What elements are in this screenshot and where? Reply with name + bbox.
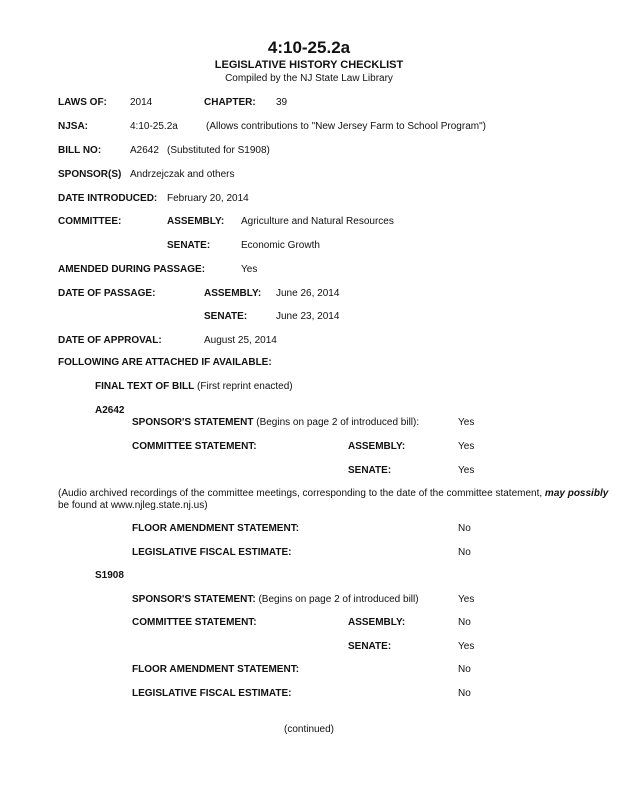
a2642-committee-label: COMMITTEE STATEMENT: bbox=[132, 441, 257, 452]
a2642-sponsor-label: SPONSOR'S STATEMENT bbox=[132, 417, 254, 428]
s1908-floor-label: FLOOR AMENDMENT STATEMENT: bbox=[132, 664, 300, 675]
date-of-passage-label: DATE OF PASSAGE: bbox=[58, 288, 156, 299]
s1908-assembly-label: ASSEMBLY: bbox=[348, 617, 406, 628]
s1908-assembly-value: No bbox=[458, 617, 471, 628]
bill-no-label: BILL NO: bbox=[58, 145, 102, 156]
date-introduced-value: February 20, 2014 bbox=[167, 193, 249, 204]
a2642-fiscal-label: LEGISLATIVE FISCAL ESTIMATE: bbox=[132, 547, 292, 558]
committee-assembly-value: Agriculture and Natural Resources bbox=[241, 216, 394, 227]
committee-assembly-label: ASSEMBLY: bbox=[167, 216, 225, 227]
njsa-label: NJSA: bbox=[58, 121, 89, 132]
s1908-sponsor-note: (Begins on page 2 of introduced bill) bbox=[258, 594, 419, 605]
s1908-fiscal-value: No bbox=[458, 688, 471, 699]
audio-note-emphasis: may possibly bbox=[544, 488, 609, 499]
laws-of-label: LAWS OF: bbox=[58, 97, 107, 108]
passage-senate-value: June 23, 2014 bbox=[276, 311, 340, 322]
page-subtitle: LEGISLATIVE HISTORY CHECKLIST bbox=[214, 59, 404, 71]
a2642-floor-label: FLOOR AMENDMENT STATEMENT: bbox=[132, 523, 300, 534]
a2642-heading: A2642 bbox=[95, 405, 125, 416]
passage-assembly-value: June 26, 2014 bbox=[276, 288, 340, 299]
a2642-fiscal-value: No bbox=[458, 547, 471, 558]
committee-label: COMMITTEE: bbox=[58, 216, 122, 227]
bill-no-value: A2642 bbox=[130, 145, 159, 156]
audio-note-line2: be found at www.njleg.state.nj.us) bbox=[58, 500, 208, 511]
date-of-approval-label: DATE OF APPROVAL: bbox=[58, 335, 162, 346]
s1908-sponsor-label: SPONSOR'S STATEMENT: bbox=[132, 594, 256, 605]
a2642-floor-value: No bbox=[458, 523, 471, 534]
final-text-note: (First reprint enacted) bbox=[197, 381, 293, 392]
a2642-assembly-label: ASSEMBLY: bbox=[348, 441, 406, 452]
date-introduced-label: DATE INTRODUCED: bbox=[58, 193, 158, 204]
njsa-note: (Allows contributions to "New Jersey Farm to School Program") bbox=[206, 121, 486, 132]
a2642-senate-label: SENATE: bbox=[348, 465, 392, 476]
chapter-label: CHAPTER: bbox=[204, 97, 256, 108]
following-heading: FOLLOWING ARE ATTACHED IF AVAILABLE: bbox=[58, 357, 272, 368]
sponsors-label: SPONSOR(S) bbox=[58, 169, 122, 180]
sponsors-value: Andrzejczak and others bbox=[130, 169, 235, 180]
final-text-line bbox=[95, 381, 293, 392]
s1908-senate-label: SENATE: bbox=[348, 641, 392, 652]
audio-note-line1 bbox=[58, 488, 608, 499]
committee-senate-label: SENATE: bbox=[167, 240, 211, 251]
chapter-value: 39 bbox=[276, 97, 288, 108]
s1908-sponsor-value: Yes bbox=[458, 594, 475, 605]
s1908-senate-value: Yes bbox=[458, 641, 475, 652]
a2642-sponsor-note: (Begins on page 2 of introduced bill): bbox=[256, 417, 420, 428]
page-title: 4:10-25.2a bbox=[267, 38, 351, 57]
date-of-approval-value: August 25, 2014 bbox=[204, 335, 277, 346]
amended-value: Yes bbox=[241, 264, 258, 275]
amended-label: AMENDED DURING PASSAGE: bbox=[58, 264, 206, 275]
a2642-assembly-value: Yes bbox=[458, 441, 475, 452]
s1908-fiscal-label: LEGISLATIVE FISCAL ESTIMATE: bbox=[132, 688, 292, 699]
a2642-senate-value: Yes bbox=[458, 465, 475, 476]
final-text-label: FINAL TEXT OF BILL bbox=[95, 381, 195, 392]
s1908-floor-value: No bbox=[458, 664, 471, 675]
passage-senate-label: SENATE: bbox=[204, 311, 248, 322]
continued-note: (continued) bbox=[283, 724, 335, 735]
compiled-by: Compiled by the NJ State Law Library bbox=[225, 73, 393, 84]
laws-of-value: 2014 bbox=[130, 97, 153, 108]
audio-note-text: (Audio archived recordings of the committee meetings, corresponding to the date of the committee statement, bbox=[58, 488, 545, 499]
njsa-value: 4:10-25.2a bbox=[130, 121, 178, 132]
passage-assembly-label: ASSEMBLY: bbox=[204, 288, 262, 299]
bill-no-note: (Substituted for S1908) bbox=[167, 145, 270, 156]
s1908-heading: S1908 bbox=[95, 570, 124, 581]
a2642-sponsor-line bbox=[132, 417, 419, 428]
a2642-sponsor-value: Yes bbox=[458, 417, 475, 428]
s1908-sponsor-line bbox=[132, 594, 419, 605]
s1908-committee-label: COMMITTEE STATEMENT: bbox=[132, 617, 257, 628]
committee-senate-value: Economic Growth bbox=[241, 240, 320, 251]
